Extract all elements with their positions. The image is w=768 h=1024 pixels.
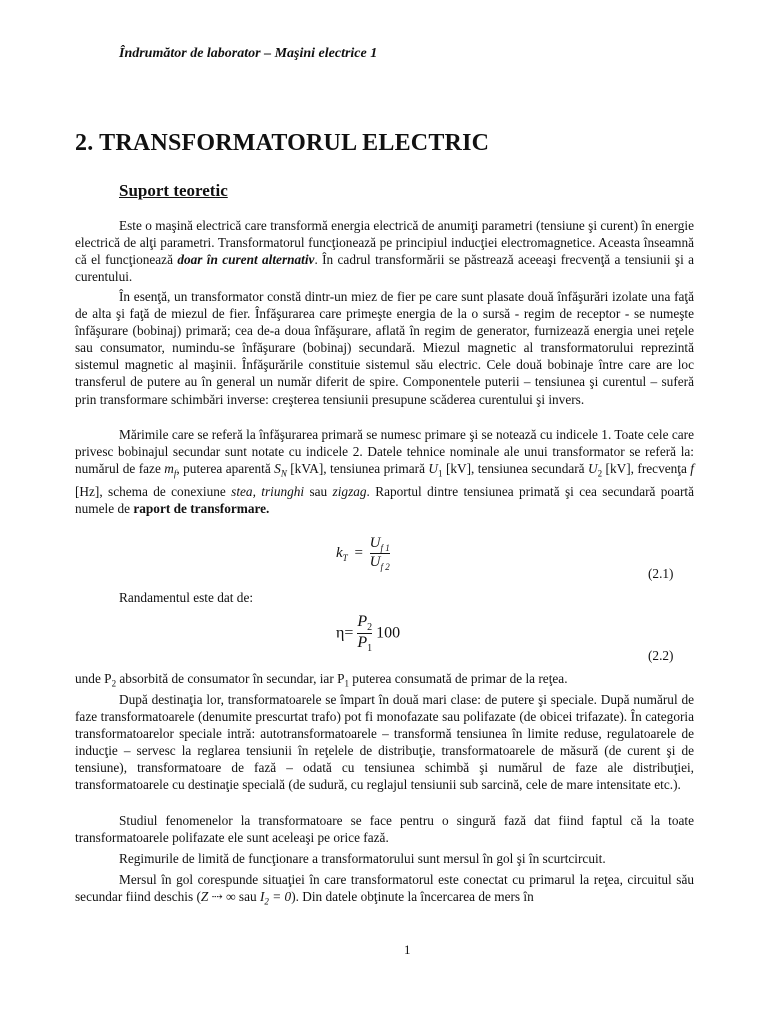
paragraph-5: [75, 691, 694, 794]
paragraph-8-text-a: Mersul în gol corespunde situaţiei în care transformatorul este conectat cu primarul la reţea, circuitul său secundar fiind deschis (: [75, 872, 694, 905]
z-infinity: Z ⇢ ∞: [200, 889, 236, 905]
paragraph-3-text-d: [kV], tensiunea secundară: [442, 461, 589, 477]
eq2-fraction: [357, 613, 372, 654]
symbol-u1-sub: 1: [438, 468, 443, 479]
eq1-equals: =: [354, 545, 363, 561]
paragraph-3: [75, 426, 694, 517]
paragraph-8-text-c: sau: [235, 889, 260, 905]
paragraph-7: [75, 850, 694, 867]
running-header: Îndrumător de laborator – Maşini electrice 1: [119, 46, 378, 61]
symbol-mf-sub: f: [173, 468, 177, 479]
symbol-mf: m: [164, 461, 174, 477]
equation-number-2-2: (2.2): [648, 648, 674, 663]
eq1-denominator-sub: f 2: [380, 562, 390, 572]
paragraph-1-text-c: . În cadrul transformării se păstrează aceeaşi frecvenţă a tensiunii şi a curentului.: [75, 252, 695, 285]
paragraph-8-text-f: ). Din datele obţinute la încercarea de mers în: [291, 889, 534, 905]
equation-number-2-1: (2.1): [648, 566, 674, 581]
paragraph-1-text-a: Este o maşină electrică care transformă energia electrică de anumiţi parametri (tensiune şi curent) în energie electrică de alţi parametri. Transformatorul funcţionează pe principiul inducţiei electromagnetice. Aceasta înseamnă că el funcţionează: [75, 218, 694, 268]
paragraph-1-emphasis: doar în curent alternativ: [177, 252, 315, 268]
paragraph-1: [75, 217, 694, 285]
randament-line: [75, 589, 694, 606]
zigzag-term: zigzag: [332, 483, 367, 499]
paragraph-4: [75, 670, 694, 693]
paragraph-3-text-e: [kV], frecvenţa: [602, 461, 691, 477]
eq1-denominator: U: [369, 554, 381, 570]
symbol-u2: U: [588, 461, 598, 477]
paragraph-3-text-a: Mărimile care se referă la înfăşurarea primară se numesc primare şi se notează cu indicele 1. Toate cele care privesc bobinajul secundar sunt notate cu indicele 2. Datele tehnice nominale ale unui transformator se referă la: numărul de faze: [75, 427, 694, 477]
transform-ratio-term: raport de transformare.: [133, 501, 270, 517]
page-number: 1: [404, 942, 411, 957]
symbol-u1: U: [428, 461, 439, 477]
paragraph-2-text: În esenţă, un transformator constă dintr-un miez de fier pe care sunt plasate două înfăşurări izolate una faţă de alta şi faţă de miezul de fier. Înfăşurarea care primeşte energia de la o sursă - regim de receptor - se numeşte înfăşurare (bobinaj) primară; cea de-a doua înfăşurare, aflată în regim de generator, furnizează energia unei reţele sau consumator, numindu-se înfăşurare (bobinaj) secundară. Miezul magnetic al transformatorului reprezintă sistemul magnetic al maşinii. Înfăşurările constituie sistemul său electric. Cele două bobinaje între care are loc transferul de putere au în general un număr diferit de spire. Componentele puterii – tensiunea şi curentul – suferă prin transformare schimbări inverse: creşterea tensiunii presupune scăderea curentului şi invers.: [75, 289, 694, 407]
equation-2-2: [336, 613, 400, 654]
section-title: Suport teoretic: [119, 181, 228, 200]
chapter-title: 2. TRANSFORMATORUL ELECTRIC: [75, 130, 490, 156]
paragraph-3-text-h: sau: [304, 483, 333, 499]
i2-zero: = 0: [268, 889, 292, 905]
paragraph-6: [75, 812, 694, 846]
eq2-numerator-sub: 2: [367, 622, 373, 634]
eq1-fraction: [370, 535, 390, 572]
symbol-sn: S: [274, 461, 281, 477]
paragraph-4-text-c: puterea consumată de primar de la reţea.: [348, 671, 568, 686]
eq2-factor: 100: [376, 624, 401, 642]
p1-sub: 1: [344, 678, 349, 689]
paragraph-5-text: După destinaţia lor, transformatoarele se împart în două mari clase: de putere şi speciale. După numărul de faze transformatoarele (denumite prescurtat trafo) pot fi monofazate sau polifazate (de obicei trifazate). În categoria transformatoarelor speciale intră: autotransformatoarele – transformă tensiunea în limite reduse, regulatoarele de inducţie – servesc la reglarea tensiunii în reţelele de distribuţie, transformatoarele de măsură (de curent şi de tensiune), transformatoare de fază – odată cu tensiunea schimbă şi numărul de faze ale distribuţiei, transformatoarele cu destinaţie specială (de sudură, cu reglajul tensiunii sub sarcină, cele de mare intensitate etc.).: [75, 692, 694, 793]
eq2-numerator: P: [357, 613, 368, 630]
symbol-f: f: [690, 461, 694, 477]
eq1-lhs-sub: T: [342, 552, 348, 563]
paragraph-6-text: Studiul fenomenelor la transformatoare se face pentru o singură fază dat fiind faptul că la toate transformatoarele polifazate ele sunt aceleaşi pe orice fază.: [75, 813, 694, 846]
eq1-numerator-sub: f 1: [380, 543, 390, 553]
eq1-lhs: k: [336, 544, 343, 561]
paragraph-3-text-b: , puterea aparentă: [176, 461, 275, 477]
eq2-denominator: P: [357, 634, 368, 652]
connection-types: stea, triunghi: [231, 483, 305, 499]
paragraph-3-text-g: [Hz], schema de conexiune: [75, 483, 232, 499]
p2-sub: 2: [111, 678, 117, 689]
paragraph-8: [75, 871, 694, 911]
paragraph-4-text-a: unde P: [75, 671, 112, 686]
paragraph-3-text-c: [kVA], tensiunea primară: [286, 461, 429, 477]
i2-symbol: I: [259, 889, 265, 905]
paragraph-3-text-i: . Raportul dintre tensiunea primată şi cea secundară poartă numele de: [75, 483, 695, 517]
randament-text: Randamentul este dat de:: [119, 590, 254, 605]
i2-sub: 2: [264, 896, 269, 907]
paragraph-7-text: Regimurile de limită de funcţionare a transformatorului sunt mersul în gol şi în scurtcircuit.: [119, 851, 606, 866]
symbol-u2-sub: 2: [597, 468, 603, 479]
eq1-numerator: U: [369, 535, 381, 551]
paragraph-2: [75, 288, 694, 408]
symbol-sn-sub: N: [280, 468, 287, 479]
eq2-denominator-sub: 1: [367, 643, 373, 655]
eq2-lhs: η=: [336, 624, 354, 642]
paragraph-4-text-b: absorbită de consumator în secundar, iar P: [116, 671, 345, 686]
equation-2-1: [336, 535, 390, 572]
